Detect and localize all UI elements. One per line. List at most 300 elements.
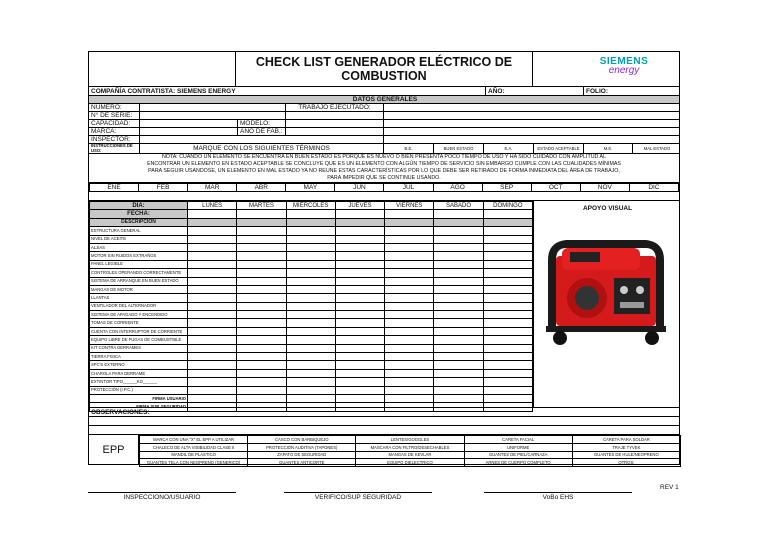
inspector-label: INSPECTOR: xyxy=(91,136,131,143)
signature-cell[interactable] xyxy=(335,394,384,402)
blank-cell xyxy=(383,128,681,135)
check-cell[interactable] xyxy=(434,235,483,243)
check-cell[interactable] xyxy=(188,260,237,268)
check-cell[interactable] xyxy=(335,327,384,335)
check-cell[interactable] xyxy=(434,302,483,310)
check-cell[interactable] xyxy=(434,361,483,369)
firma-sup-label: FIRMA SUP. SEGURIDAD xyxy=(90,403,188,411)
check-cell[interactable] xyxy=(434,285,483,293)
check-cell[interactable] xyxy=(188,235,237,243)
epp-row xyxy=(140,459,681,467)
checklist-row xyxy=(90,311,533,319)
checklist-row xyxy=(90,378,533,386)
check-cell[interactable] xyxy=(188,344,237,352)
check-cell[interactable] xyxy=(483,361,532,369)
check-cell[interactable] xyxy=(286,336,335,344)
year-field[interactable]: AÑO: xyxy=(485,87,583,95)
check-cell[interactable] xyxy=(434,353,483,361)
legend-mal-estado: MAL ESTADO xyxy=(632,144,681,153)
check-cell[interactable] xyxy=(483,294,532,302)
field-row-inspector xyxy=(89,136,679,144)
instructions-label: INSTRUCCIONES DE USO: xyxy=(91,144,133,153)
siemens-energy-logo xyxy=(599,57,649,75)
check-cell[interactable] xyxy=(188,285,237,293)
signature-cell[interactable] xyxy=(237,394,286,402)
date-cell[interactable] xyxy=(237,210,286,218)
note: NOTA: CUANDO UN ELEMENTO SE ENCUENTRA EN BUEN ESTADO ES PORQUE ES NUEVO O BIEN PRESENTA POCO TIEMPO DE USO Y HA SIDO CUIDADO CON AMPLITUD AL ENCONTRAR UN ELEMENTO EN ESTADO ACEPTABLE SE CONCLUYE QUE ES UN ELEMENTO CON ALGÚN TIEMPO DE SERVICIO SIN EMBARGO CUMPLE CON LAS CUALIDADES MÍNIMAS PARA SEGUIR USANDOSE, UN ELEMENTO EN MAL ESTADO YA NO REUNE ESTAS CARACTERÍSTICAS POR LO QUE DEBE SER RETIRADO DE FORMA INMEDIATA DEL ÁREA DE TRABAJO, PARA IMPEDIR QUE SE CONTINUE USANDO. xyxy=(89,154,679,183)
observaciones-line[interactable] xyxy=(89,426,679,435)
check-cell[interactable] xyxy=(237,294,286,302)
check-cell[interactable] xyxy=(188,369,237,377)
checklist-row xyxy=(90,353,533,361)
general-data-label: DATOS GENERALES xyxy=(352,96,418,103)
check-cell[interactable] xyxy=(434,294,483,302)
check-cell[interactable] xyxy=(335,285,384,293)
description-label: DESCRIPCIÓN xyxy=(90,218,188,226)
check-cell[interactable] xyxy=(434,311,483,319)
epp-option[interactable]: EQUIPO DIELECTRICO xyxy=(356,459,464,467)
check-cell[interactable] xyxy=(237,327,286,335)
numero-label: NÚMERO: xyxy=(91,104,122,111)
check-cell[interactable] xyxy=(385,353,434,361)
marca-label: MARCA: xyxy=(91,128,117,135)
day-viernes: VIERNES xyxy=(385,202,434,210)
check-cell[interactable] xyxy=(286,302,335,310)
check-cell[interactable] xyxy=(286,260,335,268)
check-cell[interactable] xyxy=(335,235,384,243)
check-cell[interactable] xyxy=(385,227,434,235)
epp-instruction: MARCA CON UNA "X" EL EPP A UTILIZAR xyxy=(140,436,248,444)
checklist-row xyxy=(90,336,533,344)
check-cell[interactable] xyxy=(385,319,434,327)
date-cell[interactable] xyxy=(286,210,335,218)
check-cell[interactable] xyxy=(385,285,434,293)
check-cell[interactable] xyxy=(385,252,434,260)
epp-option[interactable]: GUANTES DE PIEL/CARNAZA xyxy=(464,451,572,459)
check-cell[interactable] xyxy=(188,269,237,277)
legend-ea: E.A. xyxy=(483,144,533,153)
check-cell[interactable] xyxy=(434,319,483,327)
checklist-sheet xyxy=(88,51,680,465)
legend-estado-aceptable: ESTADO ACEPTABLE xyxy=(533,144,583,153)
check-cell[interactable] xyxy=(385,269,434,277)
check-cell[interactable] xyxy=(483,336,532,344)
legend-buen-estado: BUEN ESTADO xyxy=(433,144,483,153)
date-cell[interactable] xyxy=(483,210,532,218)
check-cell[interactable] xyxy=(286,227,335,235)
check-cell[interactable] xyxy=(434,277,483,285)
mark-terms: MARQUE CON LOS SIGUIENTES TÉRMINOS xyxy=(139,144,383,153)
instructions-row xyxy=(89,144,679,154)
month-may[interactable]: MAY xyxy=(286,184,335,192)
check-cell[interactable] xyxy=(188,361,237,369)
month-oct[interactable]: OCT xyxy=(531,184,580,192)
months-row xyxy=(89,183,679,192)
check-cell[interactable] xyxy=(385,294,434,302)
check-cell[interactable] xyxy=(483,277,532,285)
check-cell[interactable] xyxy=(286,269,335,277)
epp-option[interactable]: CASCO CON BARBIQUEJO xyxy=(248,436,356,444)
day-jueves: JUEVES xyxy=(335,202,384,210)
field-row-capacidad xyxy=(89,120,679,128)
date-cell[interactable] xyxy=(335,210,384,218)
check-cell[interactable] xyxy=(335,386,384,394)
check-cell[interactable] xyxy=(335,243,384,251)
check-cell[interactable] xyxy=(434,344,483,352)
field-row-marca xyxy=(89,128,679,136)
epp-option[interactable]: CARETA PARA SOLDAR xyxy=(572,436,680,444)
month-mar[interactable]: MAR xyxy=(188,184,237,192)
company-row xyxy=(89,87,679,96)
item-label: TIERRA FISICA xyxy=(90,353,188,361)
observaciones-line[interactable] xyxy=(89,417,679,426)
checklist-row xyxy=(90,227,533,235)
check-cell[interactable] xyxy=(188,327,237,335)
checklist-row xyxy=(90,260,533,268)
epp-options xyxy=(139,435,681,467)
epp-option[interactable]: UNIFORME xyxy=(464,443,572,451)
check-cell[interactable] xyxy=(237,285,286,293)
visual-support-panel xyxy=(533,201,681,407)
check-cell[interactable] xyxy=(188,353,237,361)
check-cell[interactable] xyxy=(434,243,483,251)
check-cell[interactable] xyxy=(286,378,335,386)
blank-cell xyxy=(285,112,383,119)
month-ago[interactable]: AGO xyxy=(433,184,482,192)
modelo-label: MODELO: xyxy=(237,120,285,127)
check-cell[interactable] xyxy=(385,336,434,344)
month-abr[interactable]: ABR xyxy=(237,184,286,192)
check-cell[interactable] xyxy=(286,252,335,260)
check-cell[interactable] xyxy=(385,327,434,335)
check-cell[interactable] xyxy=(286,386,335,394)
check-cell[interactable] xyxy=(434,369,483,377)
check-cell[interactable] xyxy=(483,243,532,251)
firma-usuario-label: FIRMA USUARIO xyxy=(90,394,188,402)
check-cell[interactable] xyxy=(483,227,532,235)
check-cell[interactable] xyxy=(483,252,532,260)
check-cell[interactable] xyxy=(335,344,384,352)
day-lunes: LUNES xyxy=(188,202,237,210)
check-cell[interactable] xyxy=(286,361,335,369)
item-label: SISTEMA DE ARRANQUE EN BUEN ESTADO xyxy=(90,277,188,285)
date-cell[interactable] xyxy=(434,210,483,218)
check-cell[interactable] xyxy=(237,243,286,251)
day-miercoles: MIÉRCOLES xyxy=(286,202,335,210)
header xyxy=(89,52,679,87)
epp-row xyxy=(140,451,681,459)
check-cell[interactable] xyxy=(237,344,286,352)
observaciones-label: OBSERVACIONES: xyxy=(91,408,150,416)
month-blank-row xyxy=(89,192,679,201)
check-cell[interactable] xyxy=(237,336,286,344)
day-sabado: SABADO xyxy=(434,202,483,210)
epp-section xyxy=(89,435,679,464)
month-ene[interactable]: ENE xyxy=(90,184,139,192)
epp-option[interactable]: OTROS: xyxy=(572,459,680,467)
item-label: EXTINTOR TIPO______KG______ xyxy=(90,378,188,386)
check-cell[interactable] xyxy=(385,260,434,268)
check-cell[interactable] xyxy=(335,311,384,319)
dia-label: DIA: xyxy=(90,202,188,210)
check-cell[interactable] xyxy=(188,311,237,319)
check-cell[interactable] xyxy=(237,227,286,235)
check-cell[interactable] xyxy=(335,369,384,377)
check-cell[interactable] xyxy=(335,227,384,235)
blank-cell xyxy=(383,112,681,119)
item-label: CUENTA CON INTERRUPTOR DE CORRIENTE xyxy=(90,327,188,335)
check-cell[interactable] xyxy=(286,319,335,327)
check-cell[interactable] xyxy=(335,252,384,260)
check-cell[interactable] xyxy=(335,269,384,277)
item-label: EQUIPO LIBRE DE FUGAS DE COMBUSTIBLE xyxy=(90,336,188,344)
epp-option[interactable]: CHALECO DE ALTA VISIBILIDAD CLASE II xyxy=(140,443,248,451)
signature-line-vobo[interactable] xyxy=(484,492,632,493)
check-cell[interactable] xyxy=(237,277,286,285)
check-cell[interactable] xyxy=(188,294,237,302)
epp-option[interactable]: GUANTES TELA CON NEOPRENO (GENERICO) xyxy=(140,459,248,467)
check-cell[interactable] xyxy=(188,302,237,310)
check-cell[interactable] xyxy=(237,386,286,394)
check-cell[interactable] xyxy=(286,353,335,361)
month-jul[interactable]: JUL xyxy=(384,184,433,192)
check-cell[interactable] xyxy=(237,353,286,361)
date-cell[interactable] xyxy=(188,210,237,218)
item-label: KIT CONTRA DERRAMES xyxy=(90,344,188,352)
signature-cell[interactable] xyxy=(188,394,237,402)
marca-input[interactable] xyxy=(139,128,237,135)
epp-row xyxy=(140,443,681,451)
check-cell[interactable] xyxy=(286,235,335,243)
check-cell[interactable] xyxy=(434,252,483,260)
check-cell[interactable] xyxy=(335,336,384,344)
day-martes: MARTES xyxy=(237,202,286,210)
epp-option[interactable]: ARNES DE CUERPO COMPLETO xyxy=(464,459,572,467)
check-cell[interactable] xyxy=(237,311,286,319)
signature-cell[interactable] xyxy=(385,394,434,402)
check-cell[interactable] xyxy=(188,243,237,251)
serie-input[interactable] xyxy=(139,112,285,119)
check-cell[interactable] xyxy=(237,252,286,260)
check-cell[interactable] xyxy=(237,361,286,369)
item-label: TOMAS DE CORRIENTE xyxy=(90,319,188,327)
folio-field[interactable]: FOLIO: xyxy=(583,87,681,95)
check-cell[interactable] xyxy=(385,378,434,386)
signature-line-inspeccion[interactable] xyxy=(88,492,236,493)
epp-option[interactable]: CARETA FACIAL xyxy=(464,436,572,444)
check-cell[interactable] xyxy=(385,369,434,377)
generator-image xyxy=(542,226,670,356)
signature-label-vobo: VoBo EHS xyxy=(542,494,574,501)
signature-cell[interactable] xyxy=(286,394,335,402)
legend-me: M.E. xyxy=(583,144,632,153)
modelo-input[interactable] xyxy=(285,120,383,127)
checklist-row xyxy=(90,344,533,352)
visual-support-label: APOYO VISUAL xyxy=(582,205,633,212)
check-cell[interactable] xyxy=(483,302,532,310)
check-cell[interactable] xyxy=(188,252,237,260)
check-cell[interactable] xyxy=(483,327,532,335)
item-label: SISTEMA DE APAGADO Y ENCENDIDO xyxy=(90,311,188,319)
epp-option[interactable]: ZAPATO DE SEGURIDAD xyxy=(248,451,356,459)
check-cell[interactable] xyxy=(188,319,237,327)
check-cell[interactable] xyxy=(237,319,286,327)
item-label: LLANTAS xyxy=(90,294,188,302)
epp-option[interactable]: PROTECCIÓN AUDITIVA (TAPONES) xyxy=(248,443,356,451)
legend-be: B.E. xyxy=(383,144,433,153)
capacidad-label: CAPACIDAD: xyxy=(91,120,131,127)
field-row-numero xyxy=(89,104,679,112)
check-cell[interactable] xyxy=(434,336,483,344)
check-cell[interactable] xyxy=(237,260,286,268)
check-cell[interactable] xyxy=(385,361,434,369)
check-cell[interactable] xyxy=(188,378,237,386)
epp-option[interactable]: MASCARA CON FILTRO/DESECHABLES xyxy=(356,443,464,451)
signature-cell[interactable] xyxy=(434,394,483,402)
check-cell[interactable] xyxy=(483,235,532,243)
checklist-row xyxy=(90,386,533,394)
check-cell[interactable] xyxy=(483,285,532,293)
anio-fab-input[interactable] xyxy=(285,128,383,135)
checklist-row xyxy=(90,235,533,243)
check-cell[interactable] xyxy=(385,344,434,352)
check-cell[interactable] xyxy=(237,302,286,310)
check-cell[interactable] xyxy=(286,369,335,377)
check-cell[interactable] xyxy=(385,386,434,394)
check-cell[interactable] xyxy=(483,269,532,277)
check-cell[interactable] xyxy=(385,277,434,285)
check-cell[interactable] xyxy=(385,235,434,243)
check-cell[interactable] xyxy=(335,319,384,327)
check-cell[interactable] xyxy=(483,378,532,386)
blank-cell xyxy=(383,120,681,127)
check-cell[interactable] xyxy=(434,378,483,386)
month-feb[interactable]: FEB xyxy=(139,184,188,192)
check-cell[interactable] xyxy=(434,269,483,277)
check-cell[interactable] xyxy=(483,386,532,394)
check-cell[interactable] xyxy=(286,294,335,302)
item-label: NIVEL DE ACEITE xyxy=(90,235,188,243)
checklist-row xyxy=(90,327,533,335)
epp-option[interactable]: MANGAS DE KEVLAR xyxy=(356,451,464,459)
serie-label: N° DE SERIE: xyxy=(91,112,133,119)
epp-option[interactable]: MANDIL DE PLASTICO xyxy=(140,451,248,459)
check-cell[interactable] xyxy=(335,294,384,302)
check-cell[interactable] xyxy=(188,386,237,394)
check-cell[interactable] xyxy=(335,378,384,386)
check-cell[interactable] xyxy=(483,319,532,327)
item-label: PANEL LEGIBLE xyxy=(90,260,188,268)
item-label: SPC'S EXTERNO xyxy=(90,361,188,369)
month-jun[interactable]: JUN xyxy=(335,184,384,192)
item-label: VENTILADOR DEL ALTERNADOR xyxy=(90,302,188,310)
month-nov[interactable]: NOV xyxy=(580,184,629,192)
check-cell[interactable] xyxy=(237,269,286,277)
check-cell[interactable] xyxy=(237,235,286,243)
signature-label-verifico: VERIFICO/SUP SEGURIDAD xyxy=(314,494,402,501)
inspection-table xyxy=(89,201,533,412)
check-cell[interactable] xyxy=(385,243,434,251)
anio-fab-label: AÑO DE FAB.: xyxy=(237,128,285,135)
signature-line-verifico[interactable] xyxy=(284,492,432,493)
check-cell[interactable] xyxy=(188,227,237,235)
check-cell[interactable] xyxy=(335,277,384,285)
checklist-row xyxy=(90,252,533,260)
items-body xyxy=(90,227,533,395)
signature-cell[interactable] xyxy=(483,394,532,402)
check-cell[interactable] xyxy=(483,311,532,319)
month-dic[interactable]: DIC xyxy=(629,184,678,192)
check-cell[interactable] xyxy=(286,277,335,285)
month-sep[interactable]: SEP xyxy=(482,184,531,192)
check-cell[interactable] xyxy=(483,353,532,361)
numero-input[interactable] xyxy=(139,104,285,111)
blank-cell xyxy=(383,136,681,143)
signature-label-inspeccion: INSPECCIONO/USUARIO xyxy=(123,494,201,501)
check-cell[interactable] xyxy=(286,344,335,352)
item-label: CONTROLES OPERANDO CORRECTAMENTE xyxy=(90,269,188,277)
trabajo-input[interactable] xyxy=(383,104,681,111)
epp-option[interactable]: LENTES/GOGGLES xyxy=(356,436,464,444)
check-cell[interactable] xyxy=(434,327,483,335)
checklist-row xyxy=(90,369,533,377)
check-cell[interactable] xyxy=(335,361,384,369)
check-cell[interactable] xyxy=(335,353,384,361)
check-cell[interactable] xyxy=(188,336,237,344)
date-cell[interactable] xyxy=(385,210,434,218)
check-cell[interactable] xyxy=(434,227,483,235)
title-line-1: CHECK LIST GENERADOR ELÉCTRICO DE xyxy=(255,55,513,69)
check-cell[interactable] xyxy=(237,378,286,386)
item-label: PROTECCIÓN (I.P.C.) xyxy=(90,386,188,394)
field-row-serie xyxy=(89,112,679,120)
check-cell[interactable] xyxy=(335,260,384,268)
checklist-row xyxy=(90,302,533,310)
company-name: COMPAÑÍA CONTRATISTA: SIEMENS ENERGY xyxy=(91,87,236,95)
item-label: ALJIAS xyxy=(90,243,188,251)
check-cell[interactable] xyxy=(434,386,483,394)
check-cell[interactable] xyxy=(286,327,335,335)
document-title xyxy=(235,52,533,86)
check-cell[interactable] xyxy=(385,311,434,319)
check-cell[interactable] xyxy=(237,369,286,377)
check-cell[interactable] xyxy=(483,260,532,268)
inspection-area xyxy=(89,201,679,408)
check-cell[interactable] xyxy=(483,344,532,352)
checklist-row xyxy=(90,243,533,251)
epp-option[interactable]: TRAJE TYVEK xyxy=(572,443,680,451)
item-label: ESTRUCTURA GENERAL xyxy=(90,227,188,235)
check-cell[interactable] xyxy=(434,260,483,268)
inspector-input[interactable] xyxy=(139,136,383,143)
capacidad-input[interactable] xyxy=(139,120,237,127)
epp-option[interactable]: GUANTES ANTICORTE xyxy=(248,459,356,467)
check-cell[interactable] xyxy=(286,285,335,293)
check-cell[interactable] xyxy=(335,302,384,310)
check-cell[interactable] xyxy=(385,302,434,310)
check-cell[interactable] xyxy=(188,277,237,285)
item-label: MANGAS DE MOTOR xyxy=(90,285,188,293)
check-cell[interactable] xyxy=(286,243,335,251)
check-cell[interactable] xyxy=(483,369,532,377)
epp-option[interactable]: GUANTES DE HULE/NEOPRENO xyxy=(572,451,680,459)
observaciones-header xyxy=(89,408,679,417)
check-cell[interactable] xyxy=(286,311,335,319)
checklist-row xyxy=(90,361,533,369)
checklist-row xyxy=(90,285,533,293)
checklist-row xyxy=(90,277,533,285)
epp-label: EPP xyxy=(89,435,139,464)
